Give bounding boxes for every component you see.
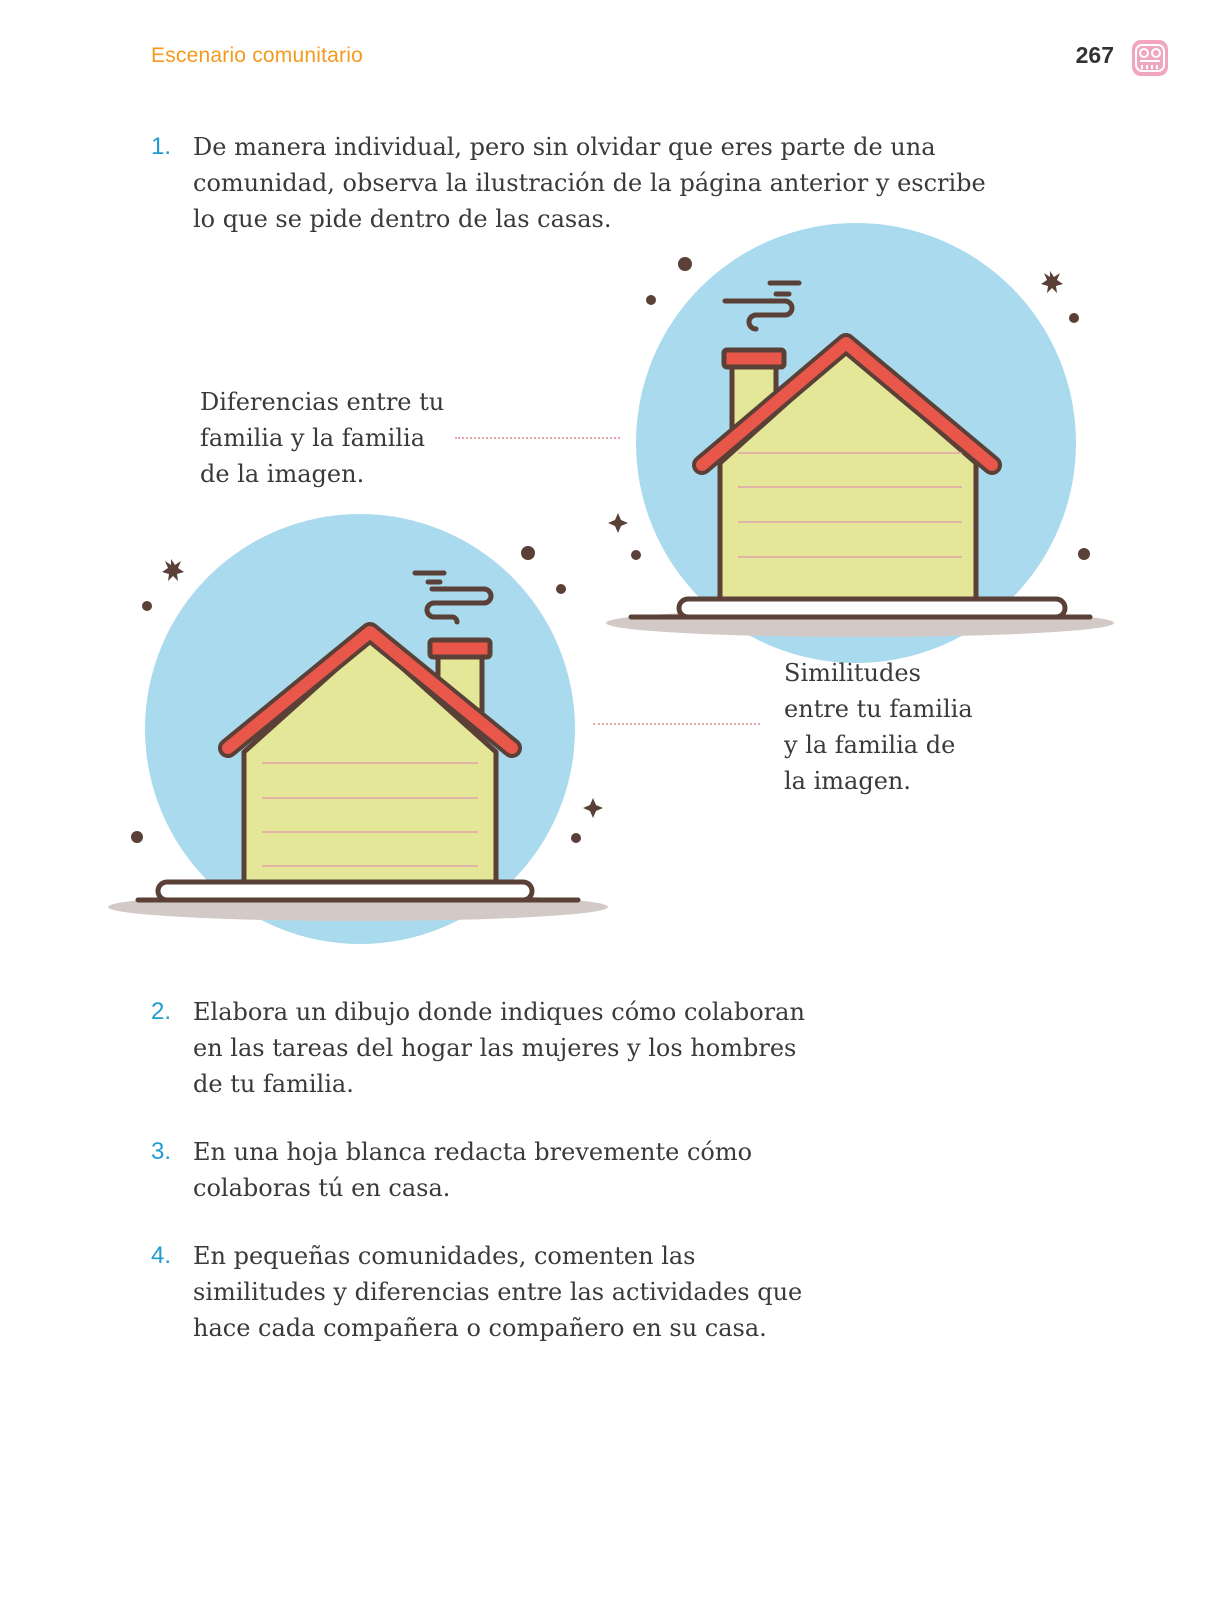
activity-text: En una hoja blanca redacta brevemente cómo colaboras tú en casa. (193, 1138, 753, 1202)
activity-number: 2. (151, 998, 172, 1025)
codex-glyph-icon (1131, 39, 1169, 77)
activity-item-4 (151, 1238, 811, 1346)
activity-item-1 (151, 129, 991, 237)
activity-text: Elabora un dibujo donde indiques cómo colaboran en las tareas del hogar las mujeres y los hombres de tu familia. (193, 998, 805, 1098)
activity-item-2 (151, 994, 811, 1102)
page-number: 267 (1075, 42, 1114, 68)
similarities-connector (593, 723, 760, 725)
activity-number: 4. (151, 1242, 172, 1269)
differences-label: Diferencias entre tu familia y la familia de la imagen. (200, 388, 445, 488)
section-title: Escenario comunitario (151, 44, 363, 67)
house-icon (108, 516, 618, 921)
house-icon (606, 225, 1116, 640)
similarities-label: Similitudes entre tu familia y la familia de la imagen. (784, 659, 973, 795)
activity-item-3 (151, 1134, 771, 1206)
activity-number: 1. (151, 133, 172, 160)
differences-connector (455, 437, 620, 439)
activity-text: En pequeñas comunidades, comenten las similitudes y diferencias entre las actividades que hace cada compañera o compañero en su casa. (193, 1242, 803, 1342)
activity-text: De manera individual, pero sin olvidar que eres parte de una comunidad, observa la ilustración de la página anterior y escribe lo que se pide dentro de las casas. (193, 133, 986, 233)
activity-number: 3. (151, 1138, 172, 1165)
